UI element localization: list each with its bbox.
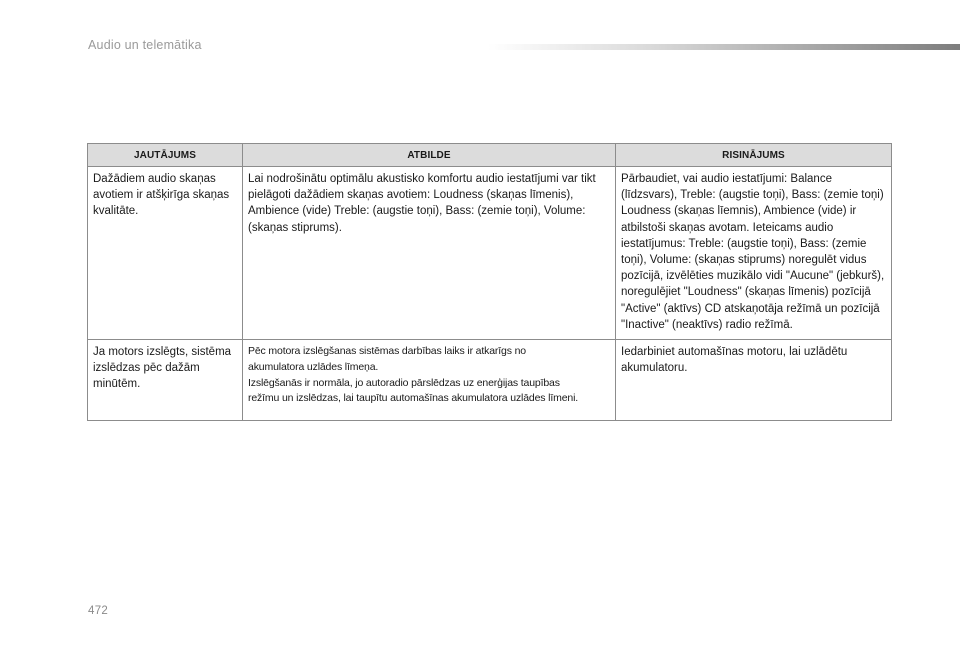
- section-title: Audio un telemātika: [88, 38, 202, 52]
- solution-cell: Iedarbiniet automašīnas motoru, lai uzlādētu akumulatoru.: [616, 340, 892, 421]
- answer-line: Pēc motora izslēgšanas sistēmas darbības laiks ir atkarīgs no: [248, 345, 526, 358]
- answer-cell: Lai nodrošinātu optimālu akustisko komfortu audio iestatījumi var tikt pielāgoti dažādiem skaņas avotiem: Loudness (skaņas līmenis), Ambience (vide) Treble: (augstie toņi), Bass: (zemie toņi), Volume: (skaņas stiprums).: [243, 167, 616, 340]
- column-header-question: JAUTĀJUMS: [88, 144, 243, 167]
- question-cell: Ja motors izslēgts, sistēma izslēdzas pēc dažām minūtēm.: [88, 340, 243, 421]
- column-header-solution: RISINĀJUMS: [616, 144, 892, 167]
- header-gradient-rule: [488, 44, 960, 50]
- troubleshooting-table: [87, 143, 892, 421]
- answer-line: režīmu un izslēdzas, lai taupītu automašīnas akumulatora uzlādes līmeni.: [248, 392, 579, 405]
- table-header-row: [88, 144, 892, 167]
- table-row: [88, 167, 892, 340]
- answer-cell: [243, 340, 616, 421]
- column-header-answer: ATBILDE: [243, 144, 616, 167]
- question-cell: Dažādiem audio skaņas avotiem ir atšķirīga skaņas kvalitāte.: [88, 167, 243, 340]
- table-row: [88, 340, 892, 421]
- page-number: 472: [88, 605, 109, 617]
- solution-cell: Pārbaudiet, vai audio iestatījumi: Balance (līdzsvars), Treble: (augstie toņi), Bass: (zemie toņi) Loudness (skaņas līemnis), Ambience (vide) ir atbilstoši skaņas avotam. Ieteicams audio iestatījumus: Treble: (augstie toņi), Bass: (zemie toņi), Volume: (skaņas stiprums) noregulēt vidus pozīcijā, izvēlēties muzikālo vidi "Aucune" (jebkurš), noregulējiet "Loudness" (skaņas līmenis) pozīcijā "Active" (aktīvs) CD atskaņotāja režīmā un pozīcijā "Inactive" (neaktīvs) radio režīmā.: [616, 167, 892, 340]
- answer-line: Izslēgšanās ir normāla, jo autoradio pārslēdzas uz enerģijas taupības: [248, 376, 560, 389]
- answer-line: akumulatora uzlādes līmeņa.: [248, 360, 379, 373]
